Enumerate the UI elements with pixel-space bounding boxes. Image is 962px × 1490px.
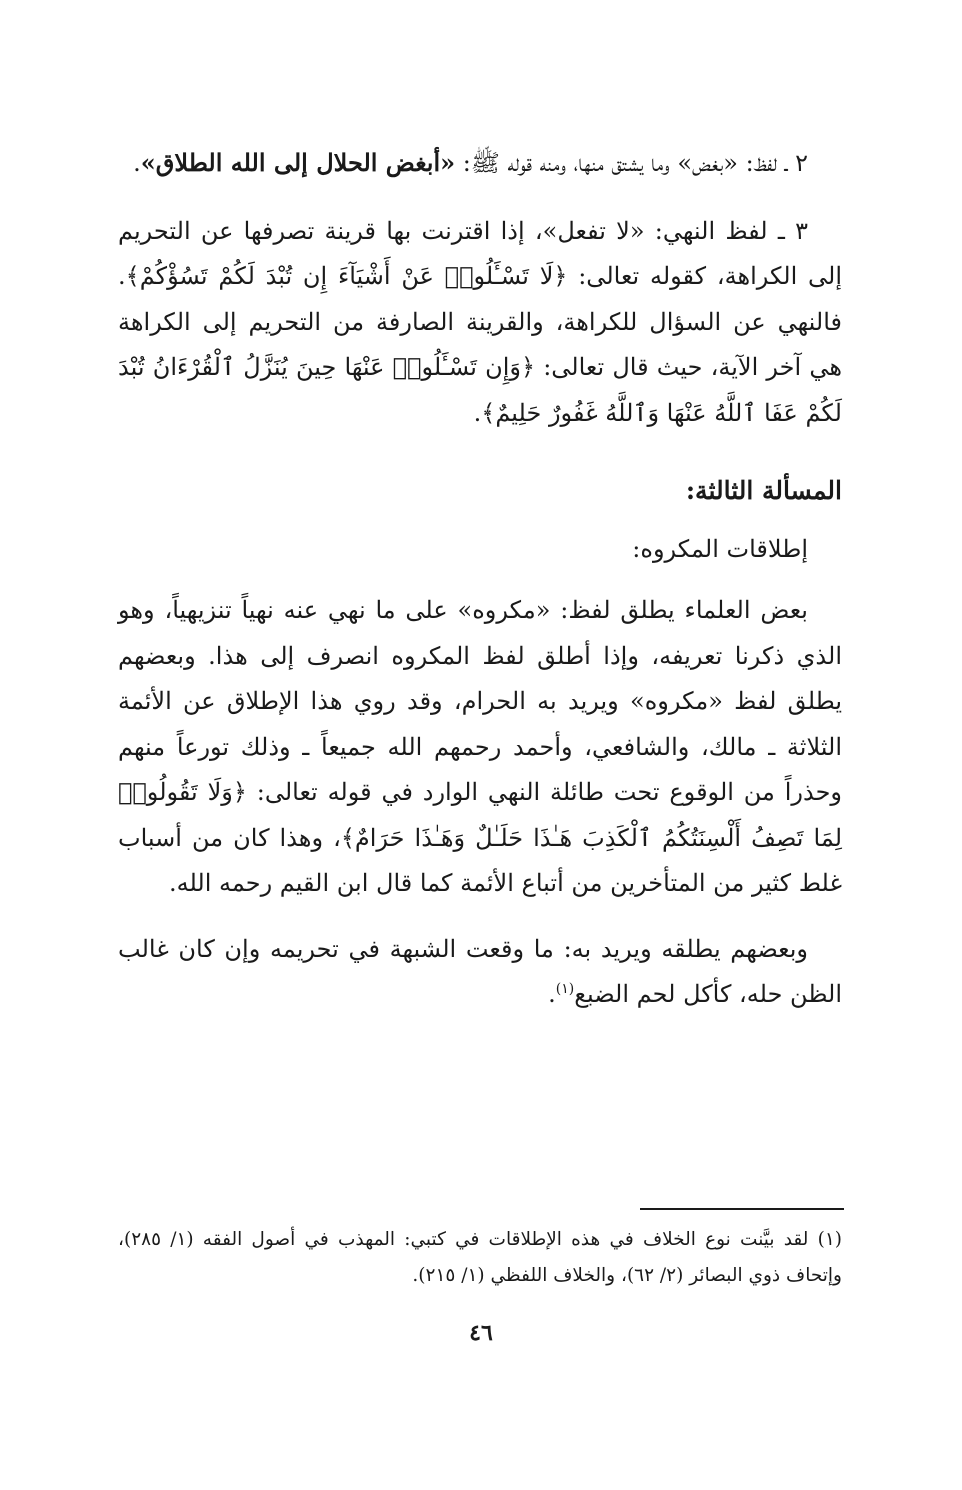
paragraph-5-end: . [548, 980, 556, 1008]
paragraph-2-text: ٢ ـ لفظ: «بغض» وما يشتق منها، ومنه قوله ﷺ: [455, 149, 808, 177]
quran-verse-2: ﴿وَإِن تَسْـَٔلُوا۟ عَنْهَا حِينَ يُنَزَّلُ ٱلْقُرْءَانُ تُبْدَ لَكُمْ عَفَا ٱللَّهُ عَنْهَا وَٱللَّهُ غَفُورٌ حَلِيمٌ﴾ [118, 353, 842, 427]
paragraph-5-text: وبعضهم يطلقه ويريد به: ما وقعت الشبهة في تحريمه وإن كان غالب الظن حله، كأكل لحم الضبع [118, 934, 842, 1008]
quran-verse-1: ﴿لَا تَسْـَٔلُوا۟ عَنْ أَشْيَآءَ إِن تُبْدَ لَكُمْ تَسُؤْكُمْ﴾ [125, 262, 568, 290]
paragraph-3-text-a: ٣ ـ لفظ النهي: «لا تفعل»، إذا اقترنت بها قرينة تصرفها عن التحريم إلى الكراهة، كقوله تعالى: [118, 216, 843, 290]
paragraph-3-end: . [473, 398, 482, 427]
quran-verse-3: ﴿وَلَا تَقُولُوا۟ لِمَا تَصِفُ أَلْسِنَتُكُمُ ٱلْكَذِبَ هَـٰذَا حَلَـٰلٌ وَهَـٰذَا حَرَامٌ﴾ [118, 778, 843, 852]
page-body [118, 140, 842, 1018]
footnote-divider [640, 1208, 844, 1210]
hadith-quote: «أبغض الحلال إلى الله الطلاق» [140, 148, 456, 177]
footnote-reference: (١) [555, 981, 575, 997]
footnote: (١) لقد بيَّنت نوع الخلاف في هذه الإطلاقات في كتبي: المهذب في أصول الفقه (١/ ٢٨٥)، وإتحاف ذوي البصائر (٢/ ٦٢)، والخلاف اللفظي (١/ ٢١٥). [118, 1229, 842, 1286]
paragraph-5 [118, 927, 842, 1018]
section-subheading: إطلاقات المكروه: [632, 535, 808, 563]
section-heading: المسألة الثالثة: [685, 476, 842, 505]
paragraph-3-text-b: . فالنهي عن السؤال للكراهة، والقرينة الصارفة من التحريم إلى الكراهة هي آخر الآية، حيث قال تعالى: [118, 262, 843, 381]
paragraph-2 [118, 140, 842, 187]
paragraph-3 [118, 209, 842, 437]
paragraph-4 [118, 588, 842, 907]
paragraph-4-text-b: ، وهذا كان من أسباب غلط كثير من المتأخرين من أتباع الأئمة كما قال ابن القيم رحمه الله. [118, 823, 842, 897]
paragraph-2-end: . [133, 149, 141, 177]
page-number: ٤٦ [469, 1320, 493, 1346]
paragraph-4-text-a: بعض العلماء يطلق لفظ: «مكروه» على ما نهي عنه نهياً تنزيهياً، وهو الذي ذكرنا تعريفه، وإذا أطلق لفظ المكروه انصرف إلى هذا. وبعضهم يطلق لفظ «مكروه» ويريد به الحرام، وقد روي هذا الإطلاق عن الأئمة الثلاثة ـ مالك، والشافعي، وأحمد رحمهم الله جميعاً ـ وذلك تورعاً منهم وحذراً من الوقوع تحت طائلة النهي الوارد في قوله تعالى: [118, 596, 843, 806]
